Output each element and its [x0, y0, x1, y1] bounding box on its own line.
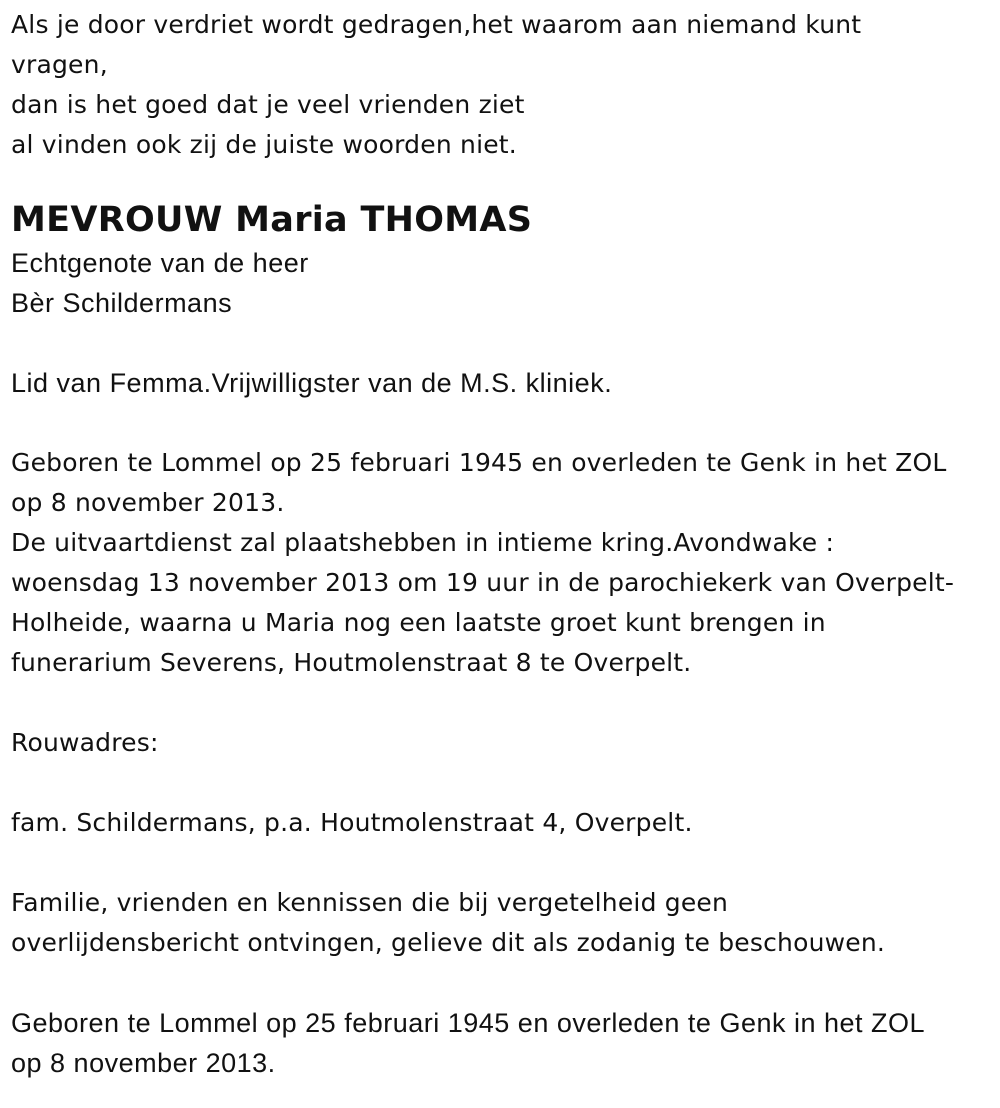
notice — [11, 883, 996, 963]
poem-line: vragen, — [11, 50, 108, 79]
spacer — [11, 763, 996, 803]
spacer — [11, 963, 996, 1003]
poem-line: dan is het goed dat je veel vrienden ziet — [11, 90, 525, 119]
spouse-name: Bèr Schildermans — [11, 288, 233, 318]
spacer — [11, 683, 996, 723]
details-line: Holheide, waarna u Maria nog een laatste groet kunt brengen in — [11, 608, 826, 637]
details-line: funerarium Severens, Houtmolenstraat 8 te Overpelt. — [11, 648, 692, 677]
mourning-address — [11, 723, 996, 843]
notice-line: Familie, vrienden en kennissen die bij vergetelheid geen — [11, 888, 729, 917]
spacer — [11, 403, 996, 443]
membership-text: Lid van Femma.Vrijwilligster van de M.S. kliniek. — [11, 368, 613, 398]
notice-line: overlijdensbericht ontvingen, gelieve dit als zodanig te beschouwen. — [11, 928, 886, 957]
footer-line: op 8 november 2013. — [11, 1048, 276, 1078]
spacer — [11, 843, 996, 883]
details-line: De uitvaartdienst zal plaatshebben in intieme kring.Avondwake : — [11, 528, 835, 557]
footer-line: Geboren te Lommel op 25 februari 1945 en overleden te Genk in het ZOL — [11, 1008, 926, 1038]
details-line: Geboren te Lommel op 25 februari 1945 en overleden te Genk in het ZOL — [11, 448, 947, 477]
spouse-info — [11, 243, 996, 403]
footer-details — [11, 1003, 996, 1083]
deceased-name: MEVROUW Maria THOMAS — [11, 200, 533, 240]
spacer — [11, 323, 996, 363]
poem — [11, 5, 996, 165]
mourning-address-value: fam. Schildermans, p.a. Houtmolenstraat 4, Overpelt. — [11, 808, 693, 837]
spouse-line: Echtgenote van de heer — [11, 248, 309, 278]
details-line: op 8 november 2013. — [11, 488, 285, 517]
poem-line: al vinden ook zij de juiste woorden niet. — [11, 130, 517, 159]
mourning-address-label: Rouwadres: — [11, 728, 159, 757]
details-line: woensdag 13 november 2013 om 19 uur in de parochiekerk van Overpelt- — [11, 568, 955, 597]
poem-line: Als je door verdriet wordt gedragen,het waarom aan niemand kunt — [11, 10, 862, 39]
funeral-details — [11, 443, 996, 683]
